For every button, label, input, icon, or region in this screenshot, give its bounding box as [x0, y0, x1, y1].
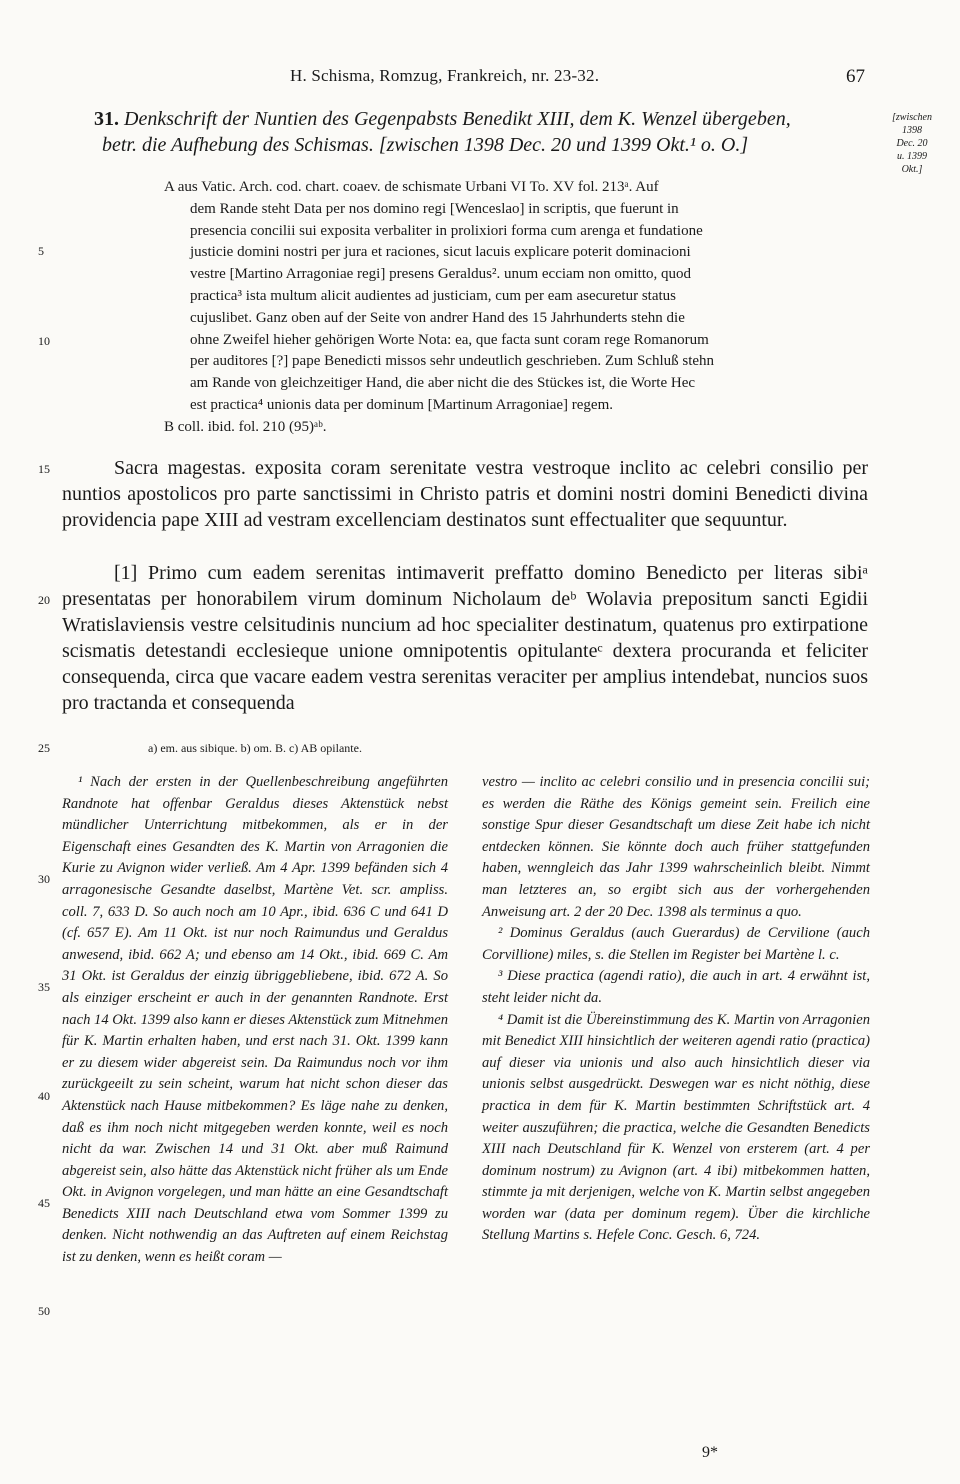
document-title: [94, 106, 874, 158]
title-line-1: Denkschrift der Nuntien des Gegenpabsts Benedikt XIII, dem K. Wenzel übergeben,: [124, 108, 791, 130]
footnote-1: ¹ Nach der ersten in der Quellenbeschreibung angeführten Randnote hat offenbar Geraldus dieses Aktenstück nebst mündlicher Unterrichtung mitbekommen, als er in der Eigenschaft eines Gesandten des K. Martin von Arragonien die Kurie zu Avignon wider verließ. Am 4 Apr. 1399 befänden sich 4 arragonesische Gesandte daselbst, Martène Vet. scr. ampliss. coll. 7, 633 D. So auch noch am 10 Apr., ibid. 636 C und 641 D (cf. 657 E). Am 11 Okt. ist nur noch Raimundus und Geraldus anwesend, ibid. 662 A; und ebenso am 14 Okt., ibid. 669 C. Am 31 Okt. ist Geraldus der einzig übriggebliebene, ibid. 672 A. So als einziger erscheint er auch in der genannten Randnote. Erst nach 14 Okt. 1399 also kann er dieses Aktenstück zum Mitnehmen für K. Martin erhalten haben, und erst nach 31. Okt. 1399 kann er zu diesem wider abgereist sein. Da Raimundus noch vor ihm zurückgeeilt zu sein scheint, warum hat nicht schon dieser das Aktenstück nach Hause mitbekommen? Es läge nahe zu denken, daß es ihm noch nicht mitgegeben werden konnte, weil es noch nicht da war. Zwischen 14 und 31 Okt. aber muß Raimund abgereist sein, also hätte das Aktenstück nicht früher als um Ende Okt. in Avignon vorgelegen, und man hätte an eine Gesandtschaft Benedicts XIII nach Deutschland etwa vom Sommer 1399 zu denken. Nicht nothwendig an das Auftreten auf einem Reichstag ist zu denken, wenn es heißt coram —: [62, 774, 448, 1266]
footnote-4: ⁴ Damit ist die Übereinstimmung des K. Martin von Arragonien mit Benedict XIII hinsichtlich der weiteren agendi ratio (practica) auf dieser via unionis und also auch hinsichtlich dieser via unionis selbst ausgedrückt. Deswegen war es nicht nöthig, diese practica in dem für K. Martin bestimmten Schriftstück art. 4 weiter auszuführen; die practica, welche die Gesandten Benedicts XIII nach Deutschland für K. Wenzel von ersterem (art. 4 per dominum nostrum) zu Avignon (art. 4 ibi) mitbekommen hatten, stimmte ja mit derjenigen, welche von K. Martin selbst angegeben worden war (data per dominum regem). Über die kirchliche Stellung Martins s. Hefele Conc. Gesch. 6, 724.: [482, 1011, 870, 1244]
intro-line: cujuslibet. Ganz oben auf der Seite von andrer Hand des 15 Jahrhunderts stehn die: [190, 309, 685, 326]
critical-apparatus: a) em. aus sibique. b) om. B. c) AB opilante.: [148, 741, 362, 755]
intro-line: practica³ ista multum alicit audientes ad justiciam, cum per eam asecuretur status: [190, 287, 676, 304]
margin-line: [zwischen: [892, 112, 932, 123]
intro-line: vestre [Martino Arragoniae regi] presens Geraldus². unum ecciam non omitto, quod: [190, 266, 692, 283]
line-number: 20: [38, 593, 50, 607]
intro-line: est practica⁴ unionis data per dominum [Martinum Arragoniae] regem.: [190, 396, 614, 413]
printer-signature: 9*: [702, 1444, 718, 1461]
line-number: 25: [38, 741, 50, 755]
margin-date-note: [872, 111, 952, 176]
line-number: 45: [38, 1196, 50, 1210]
intro-line: justicie domini nostri per jura et raciones, sicut lacuis explicare poterit dominacioni: [190, 244, 691, 261]
footnote-3: ³ Diese practica (agendi ratio), die auch in art. 4 erwähnt ist, steht leider nicht da.: [482, 968, 870, 1006]
margin-line: Dec. 20: [896, 138, 928, 149]
line-number: 50: [38, 1304, 50, 1318]
document-number: 31.: [94, 108, 119, 130]
page-number: 67: [846, 66, 865, 87]
intro-line: B coll. ibid. fol. 210 (95)ᵃᵇ.: [164, 418, 327, 435]
intro-line: am Rande von gleichzeitiger Hand, die aber nicht die des Stückes ist, die Worte Hec: [190, 375, 696, 392]
body-paragraph-2: [1] Primo cum eadem serenitas intimaverit preffatto domino Benedicto per literas sibiᵃ presentatas per honorabilem virum dominum Nicholaum deᵇ Wolavia prepositum sancti Egidii Wratislaviensis vestre celsitudinis nuncium ad hoc specialiter destinatum, quatenus pro extirpatione scismatis detestandi ecclesieque unione omnipotentis opitulanteᶜ dextera procuranda et feliciter consequenda, circa que vacare eadem vestra serenitas veraciter per amplius intendebat, nuncios suos pro tractanda et consequenda: [62, 562, 868, 714]
intro-line: dem Rande steht Data per nos domino regi [Wenceslao] in scriptis, que fuerunt in: [190, 200, 679, 217]
intro-line: per auditores [?] pape Benedicti missos sehr undeutlich geschrieben. Zum Schluß stehn: [190, 353, 715, 370]
line-number: 5: [38, 244, 44, 258]
intro-line: ohne Zweifel hieher gehörigen Worte Nota: ea, que facta sunt coram rege Romanorum: [190, 331, 709, 348]
footnote-1-continuation: vestro — inclito ac celebri consilio und in presencia concilii sui; es werden die Räthe des Königs gemeint sein. Freilich eine sonstige Spur dieser Gesandtschaft um diese Zeit habe ich nicht entdecken können. Sie könnte doch auch früher stattgefunden haben, wenngleich das Jahr 1399 wahrscheinlich bleibt. Nimmt man letzteres an, so ergibt sich aus der vorhergehenden Anweisung art. 2 der 20 Dec. 1398 als terminus a quo.: [482, 774, 870, 920]
line-number: 40: [38, 1089, 50, 1103]
line-number: 10: [38, 334, 50, 348]
line-number: 35: [38, 980, 50, 994]
source-description: [164, 177, 870, 439]
footnotes-right-column: [482, 772, 870, 1247]
body-paragraph-1: Sacra magestas. exposita coram serenitate vestra vestroque inclito ac celebri consilio per nuntios apostolicos pro parte sanctissimi in Christo patris et domini nostri domini Benedicti divina providencia pape XIII ad vestram excellenciam destinatos sunt effectualiter que sequuntur.: [62, 457, 868, 531]
margin-line: Okt.]: [901, 164, 923, 175]
intro-line: A aus Vatic. Arch. cod. chart. coaev. de schismate Urbani VI To. XV fol. 213ᵃ. Auf: [164, 179, 659, 195]
running-header: H. Schisma, Romzug, Frankreich, nr. 23-32.: [290, 66, 600, 85]
footnote-2: ² Dominus Geraldus (auch Guerardus) de Cervilione (auch Corvillione) miles, s. die Stellen im Register bei Martène l. c.: [482, 925, 870, 963]
intro-line: presencia concilii sui exposita verbaliter in prolixiori forma cum arenga et fundatione: [190, 222, 703, 239]
title-line-2: betr. die Aufhebung des Schismas. [zwischen 1398 Dec. 20 und 1399 Okt.¹ o. O.]: [102, 134, 749, 156]
line-number: 15: [38, 462, 50, 476]
line-number: 30: [38, 872, 50, 886]
margin-line: u. 1399: [897, 151, 927, 162]
margin-line: 1398: [902, 125, 922, 136]
